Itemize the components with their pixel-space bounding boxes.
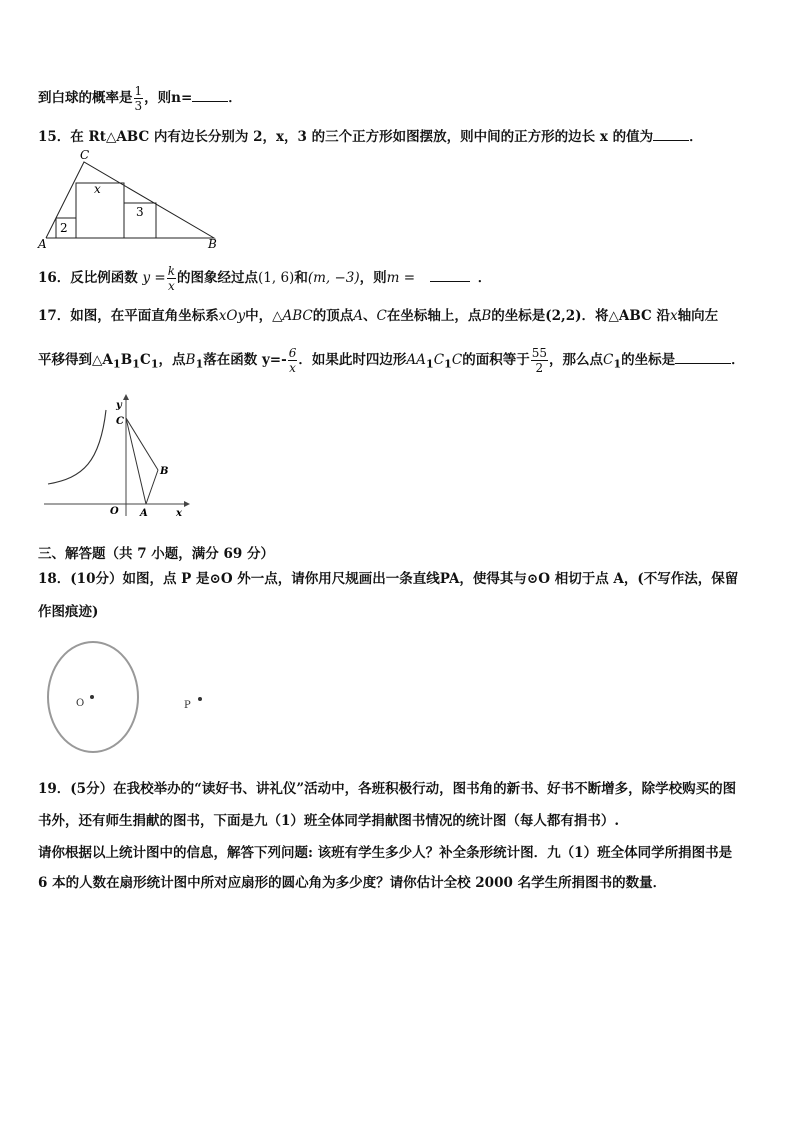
subscript: 1 (425, 356, 434, 371)
q18-line1: 18．(10分）如图，点 P 是⊙O 外一点，请你用尺规画出一条直线PA，使得其与⊙O 相切于点 A，(不写作法，保留 (38, 571, 739, 587)
center-o-dot (90, 695, 94, 699)
q14-end: ． (228, 90, 242, 106)
q17-line2 (38, 346, 745, 375)
quad-aa: AA (406, 352, 426, 368)
label-y: y (116, 400, 122, 411)
q15-line (38, 126, 703, 146)
label-o: O (76, 698, 85, 709)
q17-text-l: ．如果此时四边形 (298, 352, 407, 368)
answer-blank[interactable] (653, 126, 689, 141)
point-1: (1, 6) (258, 270, 295, 286)
q16-end: ． (477, 270, 492, 286)
label-b: B (208, 237, 217, 251)
fraction-numerator: 6 (288, 346, 297, 360)
q15-text: 15．在 Rt△ABC 内有边长分别为 2，x，3 的三个正方形如图摆放，则中间的正方形的边长 x 的值为 (38, 129, 654, 145)
y-axis-arrow (123, 394, 129, 400)
label-b: B (160, 466, 169, 477)
q17-fraction (288, 346, 298, 375)
label-p: P (184, 700, 191, 711)
q17-text-o: 的坐标是 (621, 352, 676, 368)
q19-line3: 请你根据以上统计图中的信息，解答下列问题: 该班有学生多少人？补全条形统计图．九（1）班全体同学所捐图书是 (38, 845, 733, 861)
side-ca (126, 418, 146, 504)
point-p-dot (198, 697, 202, 701)
fraction-denominator: 2 (535, 361, 544, 375)
q14-text: 到白球的概率是 (38, 90, 133, 106)
label-a: A (38, 237, 47, 251)
label-3: 3 (136, 205, 144, 219)
quad-c-end: C (451, 352, 463, 368)
q19-line2: 书外，还有师生捐献的图书，下面是九（1）班全体同学捐献图书情况的统计图（每人都有捐书）. (38, 813, 620, 829)
fraction-numerator: 1 (134, 84, 143, 98)
q16-fraction (167, 264, 176, 293)
q17-figure (38, 392, 198, 522)
q15-end: ． (689, 129, 703, 145)
subscript: 1 (613, 356, 622, 371)
fraction-denominator: 3 (134, 99, 143, 113)
x-axis-arrow (184, 501, 190, 507)
label-o: O (110, 506, 119, 517)
fraction-denominator: x (167, 279, 175, 293)
subscript: 1 (132, 356, 140, 371)
q17-sep: 、 (363, 308, 377, 324)
q17-text-m: 的面积等于 (462, 352, 530, 368)
q17-text-h: B (120, 352, 133, 368)
subscript: 1 (112, 356, 121, 371)
q16-mid: 的图象经过点 (177, 270, 259, 286)
section-heading: 三、解答题（共 7 小题，满分 69 分） (38, 546, 274, 562)
q18-figure (40, 640, 230, 760)
triangle-abc: △ABC (272, 308, 313, 324)
x-symbol: x (670, 308, 678, 324)
point-a: A (353, 308, 363, 324)
fraction-numerator: 55 (531, 346, 547, 360)
q16-text: 16．反比例函数 (38, 270, 138, 286)
label-a: A (140, 508, 148, 519)
q14-line (38, 84, 242, 113)
q17-text-e: 的坐标是(2,2)．将△ABC 沿 (491, 308, 670, 324)
quad-c: C (433, 352, 445, 368)
answer-blank[interactable] (192, 87, 228, 102)
label-x: x (94, 182, 101, 196)
q14-fraction (134, 84, 144, 113)
hyperbola-curve (48, 410, 106, 484)
subscript: 1 (195, 356, 204, 371)
xoy-symbol: xOy (218, 308, 246, 324)
fraction-denominator: x (289, 361, 296, 375)
q16-then: ，则 (359, 270, 387, 286)
q17-line1 (38, 307, 718, 325)
q16-and: 和 (294, 270, 308, 286)
q17-text-d: 在坐标轴上，点 (386, 308, 482, 324)
label-c: C (80, 148, 90, 162)
point-b: B (481, 308, 492, 324)
answer-blank[interactable] (430, 267, 470, 282)
q17-text-g: 平移得到△A (38, 352, 113, 368)
q18-line2: 作图痕迹) (38, 604, 99, 620)
side-cb (126, 418, 158, 470)
label-x: x (176, 508, 182, 519)
q17-text-k: 落在函数 y=- (203, 352, 287, 368)
q17-end: ． (731, 352, 745, 368)
answer-blank[interactable] (675, 349, 731, 364)
q17-text-f: 轴向左 (677, 308, 719, 324)
q19-line4: 6 本的人数在扇形统计图中所对应扇形的圆心角为多少度？请你估计全校 2000 名学生所捐图书的数量． (38, 875, 667, 891)
side-ba (146, 470, 158, 504)
subscript: 1 (444, 356, 452, 371)
label-c: C (116, 416, 124, 427)
q14-text-suffix: ，则n= (144, 90, 193, 106)
point-c1: C (603, 352, 614, 368)
q17-text-j: ，点 (158, 352, 186, 368)
q17-text-i: C (139, 352, 151, 368)
point-2: (m, −3) (307, 270, 360, 286)
area-fraction (531, 346, 548, 375)
point-b1: B (185, 352, 196, 368)
q17-text-n: ，那么点 (549, 352, 603, 368)
label-2: 2 (60, 221, 68, 235)
fraction-numerator: k (167, 264, 176, 278)
q15-figure (36, 146, 226, 252)
q17-text-a: 17．如图，在平面直角坐标系 (38, 308, 219, 324)
q19-line1: 19．(5分）在我校举办的“读好书、讲礼仪”活动中，各班积极行动，图书角的新书、好书不断增多，除学校购买的图 (38, 781, 737, 797)
y-equals: y = (142, 270, 166, 286)
m-equals: m = (386, 270, 416, 286)
point-c: C (376, 308, 387, 324)
subscript: 1 (150, 356, 159, 371)
q16-line (38, 264, 491, 293)
q17-text-b: 中， (245, 308, 273, 324)
q17-text-c: 的顶点 (312, 308, 354, 324)
